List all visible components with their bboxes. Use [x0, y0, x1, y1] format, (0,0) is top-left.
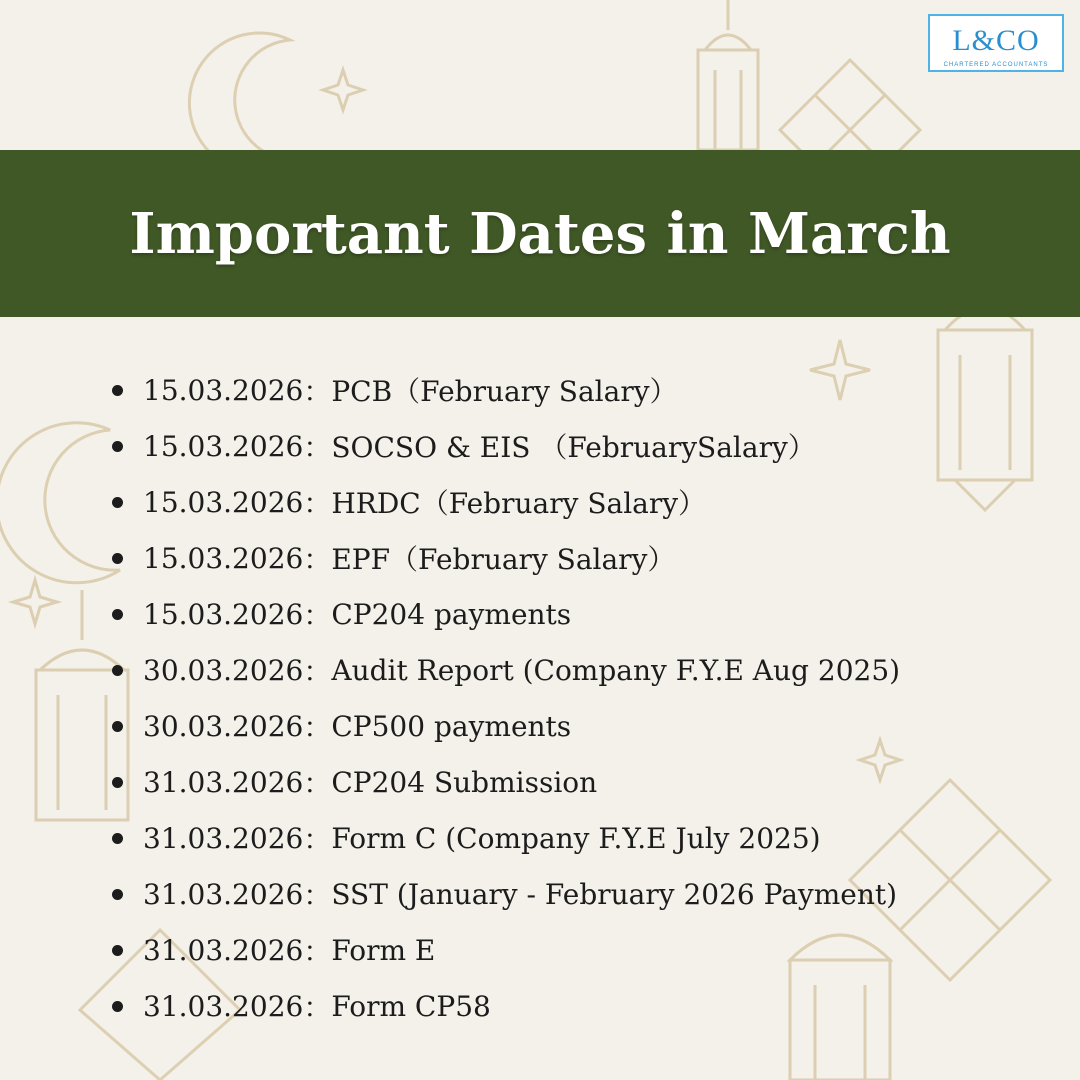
- bullet-icon: [112, 665, 123, 676]
- item-separator: ：: [303, 375, 332, 408]
- bullet-icon: [112, 777, 123, 788]
- item-date: 15.03.2026: [143, 485, 304, 519]
- bullet-icon: [112, 1001, 123, 1012]
- item-text: CP500 payments: [331, 709, 572, 743]
- company-logo: [928, 14, 1064, 72]
- bullet-icon: [112, 889, 123, 900]
- crescent-moon-icon: [0, 423, 120, 583]
- list-item: [112, 754, 1032, 810]
- list-item: [112, 586, 1032, 642]
- item-text: Form E: [331, 933, 436, 967]
- item-date: 15.03.2026: [143, 429, 304, 463]
- item-text: Form CP58: [331, 989, 491, 1023]
- list-item: [112, 698, 1032, 754]
- logo-brand-text: L&CO: [952, 24, 1040, 57]
- list-item: [112, 642, 1032, 698]
- item-text: SOCSO & EIS （FebruarySalary）: [331, 431, 816, 464]
- bullet-icon: [112, 833, 123, 844]
- page-title: Important Dates in March: [129, 200, 951, 267]
- item-separator: ：: [303, 655, 332, 688]
- star-icon: [13, 580, 57, 624]
- item-date: 30.03.2026: [143, 653, 304, 687]
- item-date: 15.03.2026: [143, 373, 304, 407]
- bullet-icon: [112, 609, 123, 620]
- item-text: Audit Report (Company F.Y.E Aug 2025): [331, 653, 901, 687]
- item-date: 31.03.2026: [143, 765, 304, 799]
- star-icon: [323, 70, 363, 110]
- bullet-icon: [112, 385, 123, 396]
- bullet-icon: [112, 553, 123, 564]
- bullet-icon: [112, 441, 123, 452]
- item-separator: ：: [303, 711, 332, 744]
- item-text: EPF（February Salary）: [331, 543, 676, 576]
- item-text: HRDC（February Salary）: [331, 487, 707, 520]
- item-date: 31.03.2026: [143, 933, 304, 967]
- list-item: [112, 978, 1032, 1034]
- item-date: 15.03.2026: [143, 597, 304, 631]
- item-date: 31.03.2026: [143, 821, 304, 855]
- list-item: [112, 474, 1032, 530]
- title-banner: [0, 150, 1080, 317]
- item-date: 31.03.2026: [143, 989, 304, 1023]
- item-separator: ：: [303, 487, 332, 520]
- list-item: [112, 922, 1032, 978]
- list-item: [112, 866, 1032, 922]
- list-item: [112, 810, 1032, 866]
- item-separator: ：: [303, 431, 332, 464]
- item-text: CP204 payments: [331, 597, 572, 631]
- item-text: Form C (Company F.Y.E July 2025): [331, 821, 821, 855]
- list-item: [112, 362, 1032, 418]
- item-date: 31.03.2026: [143, 877, 304, 911]
- important-dates-list: [112, 362, 1032, 1034]
- bullet-icon: [112, 945, 123, 956]
- item-date: 30.03.2026: [143, 709, 304, 743]
- logo-tagline: CHARTERED ACCOUNTANTS: [943, 62, 1049, 68]
- item-separator: ：: [303, 935, 332, 968]
- bullet-icon: [112, 721, 123, 732]
- item-separator: ：: [303, 599, 332, 632]
- lantern-icon: [698, 0, 758, 150]
- item-separator: ：: [303, 879, 332, 912]
- item-text: CP204 Submission: [331, 765, 598, 799]
- item-text: PCB（February Salary）: [331, 375, 678, 408]
- item-separator: ：: [303, 543, 332, 576]
- bullet-icon: [112, 497, 123, 508]
- item-separator: ：: [303, 991, 332, 1024]
- item-separator: ：: [303, 767, 332, 800]
- item-date: 15.03.2026: [143, 541, 304, 575]
- list-item: [112, 418, 1032, 474]
- item-text: SST (January - February 2026 Payment): [331, 877, 898, 911]
- list-item: [112, 530, 1032, 586]
- item-separator: ：: [303, 823, 332, 856]
